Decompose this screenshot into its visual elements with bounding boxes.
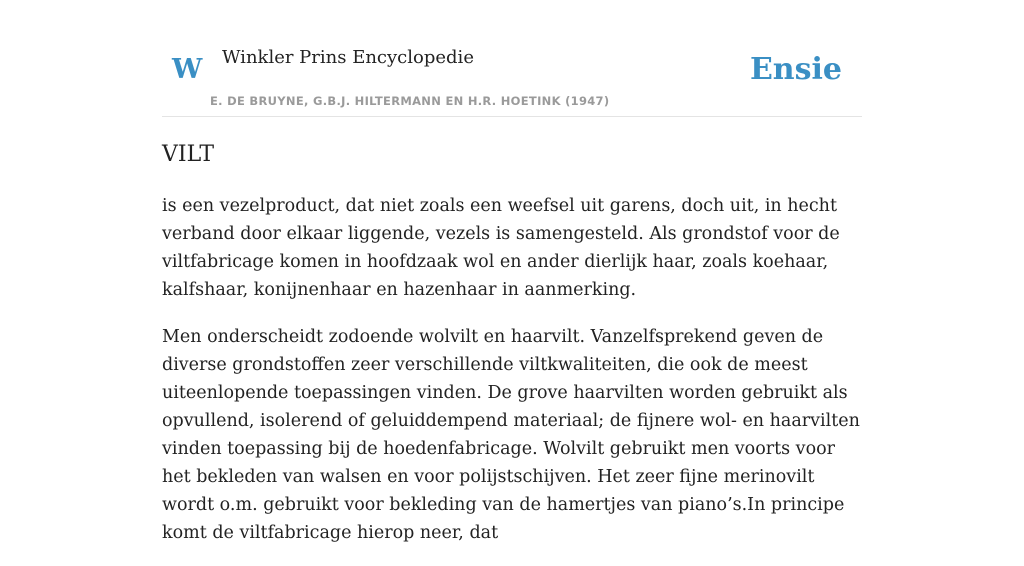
publication-logo-icon[interactable]: W (172, 54, 203, 85)
site-header (162, 40, 862, 117)
entry-title: VILT (162, 142, 215, 167)
entry-body (162, 192, 862, 566)
entry-paragraph: is een vezelproduct, dat niet zoals een weefsel uit garens, doch uit, in hecht verband door elkaar liggende, vezels is samengesteld. Als grondstof voor de viltfabricage komen in hoofdzaak wol en ander dierlijk haar, zoals koehaar, kalfshaar, konijnenhaar en hazenhaar in aanmerking. (162, 196, 840, 300)
publication-title[interactable]: Winkler Prins Encyclopedie (222, 47, 474, 68)
entry-paragraph: Men onderscheidt zodoende wolvilt en haarvilt. Vanzelfsprekend geven de diverse grondstoffen zeer verschillende viltkwaliteiten, die ook de meest uiteenlopende toepassingen vinden. De grove haarvilten worden gebruikt als opvullend, isolerend of geluiddempend materiaal; de fijnere wol- en haarvilten vinden toepassing bij de hoedenfabricage. Wolvilt gebruikt men voorts voor het bekleden van walsen en voor polijstschijven. Het zeer fijne merinovilt wordt o.m. gebruikt voor bekleding van de hamertjes van piano’s.In principe komt de viltfabricage hierop neer, dat (162, 327, 860, 543)
publication-authors: E. DE BRUYNE, G.B.J. HILTERMANN EN H.R. HOETINK (1947) (210, 94, 610, 108)
ensie-brand-logo[interactable]: Ensie (749, 52, 842, 87)
